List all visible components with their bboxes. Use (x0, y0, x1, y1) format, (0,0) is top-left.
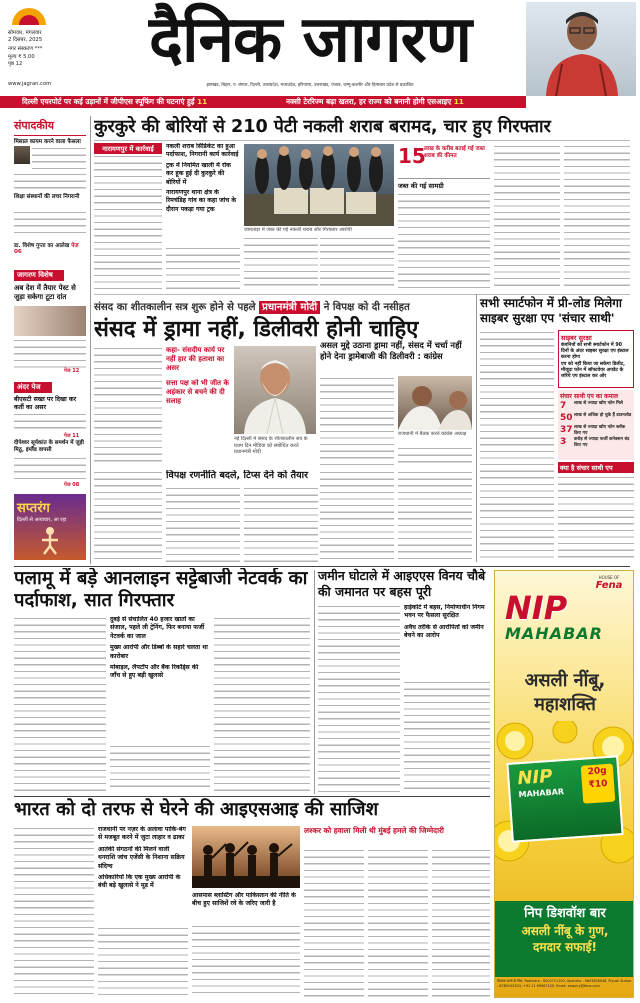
teaser-strip (0, 96, 526, 108)
congress-photo-caption: राजधानी में बैठक करते कांग्रेस अध्यक्ष (398, 431, 467, 437)
dental-paste-photo (14, 306, 86, 336)
seized-liquor-photo (244, 144, 394, 226)
lead1-items-box (398, 178, 490, 230)
edition: नगर संस्करण *** (8, 46, 43, 52)
cyber-headline[interactable]: सभी स्मार्टफोन में प्री-लोड मिलेगा साइबर सुरक्षा एप 'संचार साथी' (480, 296, 622, 325)
ad-slogan-box: निप डिशवॉश बार असली नींबू के गुण, दमदार सफाई! (495, 901, 634, 977)
sanchar-stat-text: लाख से अधिक हो चुके हैं डाउनलोड (574, 413, 632, 418)
isi-subheadline[interactable]: लश्कर को हवाला मिली थी मुंबई हमले की जिम्मेदारी (304, 826, 444, 835)
lead1-headline[interactable]: कुरकुरे की बोरियों से 210 पेटी नकली शराब बरामद, चार हुए गिरफ्तार (94, 117, 551, 137)
parliament-headline[interactable]: संसद में ड्रामा नहीं, डिलीवरी होनी चाहिए (94, 317, 419, 342)
parliament-strap-badge: प्रधानमंत्री मोदी (259, 301, 320, 314)
editorial-byline[interactable]: डा. विशेष गुप्ता का आलेख पेज 06 (14, 243, 79, 255)
yoga-figure-icon (40, 526, 60, 556)
judge-photo (14, 146, 30, 164)
teaser-right[interactable]: नक्सी टेररिज्म बढ़ा खतरा, हर राज्य को बनानी होगी एसआइए 11 (286, 97, 464, 106)
portrait-photo (526, 2, 636, 96)
editions-states: झारखंड, बिहार, प. बंगाल, दिल्ली, उत्तरप्रदेश, मध्यप्रदेश, हरियाणा, उत्तराखंड, पंजाब, जम्मू-कश्मीर और हिमाचल प्रदेश से प्रकाशित (206, 83, 414, 88)
lead1-bullet: नकली शराब सिंडिकेट का हुआ पर्दाफाश, निगरानी कार्य कार्रवाई (166, 143, 239, 159)
cyber-box1-item: कंपनियों को सभी स्मार्टफोन में 90 दिनों के अंदर साइबर सुरक्षा एप इंस्टाल करना होगा (561, 343, 629, 360)
newspaper-title: दैनिक जागरण (148, 3, 472, 77)
house-of-fena: HOUSE OF Fena (595, 575, 623, 591)
jagran-vishesh-page: पेज 12 (64, 368, 80, 374)
masthead (0, 0, 640, 96)
cyber-security-box (558, 330, 634, 388)
sanchar-stat-text: लाख से ज्यादा खोए फोन मिले (574, 401, 623, 406)
betting-headline[interactable]: पलामू में बड़े आनलाइन सट्टेबाजी नेटवर्क का पर्दाफाश, सात गिरफ्तार (14, 568, 308, 611)
cyber-body (480, 330, 554, 560)
sanchar-stat-text: लाख से ज्यादा खोए फोन ब्लॉक किए गए (574, 425, 626, 436)
pm-quote: सत्ता पक्ष को भी जीत के अहंकार से बचने की दी सलाह (166, 379, 229, 405)
isi-bullet: राजधानी पर नज़र के अलावा पाकि-बंग से मजबूत करने में जुटा लाहार व ढाका (98, 826, 186, 842)
parliament-body-1 (94, 346, 162, 466)
sanchar-stat-number: 50 (560, 413, 573, 423)
andar-pej-box (14, 382, 86, 492)
lead1-bullet: नारायणपुर थाना क्षेत्र के रिमचंडिह गांव का कहा जांच के दौरान पकड़ा गया ट्रक (166, 189, 237, 213)
isi-bullet: आसपास ब्लास्टिंग और पाकिस्तान की नीति के बीच हुए साजिशें रवे के जरिए जारी है (192, 892, 296, 908)
nip-logo: NIP MAHABAR (505, 589, 603, 643)
pm-photo-caption: नई दिल्ली में संसद के शीतकालीन सत्र के प्रथम दिन मीडिया को संबोधित करते प्रधानमंत्री मोदी (234, 436, 308, 455)
saptrang-sub: दिल्ली से अत्याचार, आ रहा (17, 517, 67, 523)
betting-bullets (110, 616, 210, 742)
saptrang-label: सप्तरंग (17, 501, 50, 516)
lead1-bullet: ट्रक में नियमित खाली में रोक कर हूक हुई दी कुरकुरे की बोरियों में (166, 161, 231, 186)
pm-quote: कहा- संसदीय कार्य पर नहीं हार की हताशा का असर (166, 346, 225, 372)
pack-price-badge: 20g ₹10 (581, 764, 616, 804)
lead1-stat-number: 15 (398, 144, 426, 168)
lead1-body-1 (94, 154, 162, 290)
editorial-box (14, 118, 86, 268)
betting-bullet: दुबई से संचालित 40 हजार खातों का संजाल, पहले ली ट्रेनिंग, फिर बनाया फर्जी नेटवर्क का जाल (110, 616, 205, 640)
editorial-label: संपादकीय (14, 118, 86, 136)
editorial-item-2[interactable]: शिक्षा संस्थानों की लचर निगरानी (14, 194, 80, 200)
lead1-stat-text: लाख के करीब बताई गई जब्त शराब की कीमत (424, 146, 485, 159)
isi-bullet: आतंकी संगठनों की मिलने वाली धनराशि जांच एजेंसी के निशाना सक्रिय संदिग्ध (98, 845, 185, 870)
pm-modi-photo (234, 346, 316, 434)
pm-quotes (166, 346, 232, 466)
betting-bullet: मोबाइल, लैपटॉप और बैंक रिकॉर्ड्स की जाँच से हुए बड़ी खुलासे (110, 664, 199, 680)
sanchar-stat-row (560, 401, 632, 412)
nip-mahabar-ad[interactable] (494, 570, 634, 998)
jagran-vishesh-headline[interactable]: अब देश में तैयार पेस्ट से जुड़ा सकेगा टूटा दांत (14, 284, 76, 301)
congress-headline[interactable]: असल मुद्दे उठाना ड्रामा नहीं, संसद में चर्चा नहीं होने देना ड्रामेबाजी की डिलीवरी : कांग्रेस (320, 340, 462, 361)
parliament-strap-text: संसद का शीतकालीन सत्र शुरू होने से पहले (94, 302, 256, 313)
saptrang-box[interactable] (14, 494, 86, 560)
issue-date: सोमवार, मंगलवार 2 दिसंबर, 2025 (8, 30, 43, 43)
lead1-photo-caption: जामताड़ा में जब्त की गई नकली शराब और गिरफ्तार आरोपी (244, 227, 352, 233)
ias-bullet: अवैध तरीके से आरोपितों को जमीन बेचने का आरोप (404, 623, 484, 640)
sanchar-stat-row (560, 425, 632, 436)
cyber-box1-item: एप को नहीं किया जा सकेगा डिलीट, मौजूदा फोन में सॉफ्टवेयर अपडेट के जरिये एप इंस्टाल कर ओर (561, 362, 625, 379)
opposition-subheadline[interactable]: विपक्ष रणनीति बदले, टिप्स देने को तैयार (166, 470, 309, 481)
parliament-strap (94, 300, 478, 316)
jagran-logo-icon (10, 6, 48, 26)
lead1-place-label: नारायणपुर में कार्रवाई (94, 143, 162, 154)
isi-headline[interactable]: भारत को दो तरफ से घेरने की आइएसआइ की साजिश (14, 799, 379, 820)
price: मूल्य ₹ 5.00 (8, 54, 35, 60)
cyber-box2-title: संचार साथी एप का कमाल (560, 393, 618, 400)
andar-pej-item-1[interactable]: बीएसटी सख्त पर दिखा कर कर्ती का असर (14, 396, 77, 411)
lead1-bullets (166, 143, 240, 243)
teaser-left[interactable]: दिल्ली एयरपोर्ट पर कई उड़ानों में जीपीएस स्पूफिंग की घटनाएं हुईं 11 (22, 97, 208, 106)
cyber-box3-title: क्या है संचार साथी एप (558, 462, 634, 473)
andar-pej-page-2: पेज 08 (64, 482, 80, 488)
terror-silhouette-photo (192, 826, 300, 888)
ias-bullet: हाईकोर्ट में बहस, निर्माणाधीन निगम भवन पर फैसला सुरक्षित (404, 604, 485, 620)
jagran-vishesh-label: जागरण विशेष (14, 270, 64, 281)
nip-product-pack: NIP MAHABAR 20g ₹10 (506, 755, 623, 843)
sanchar-stat-number: 37 (560, 425, 573, 435)
cyber-box1-title: साइबर सुरक्षा (561, 334, 592, 342)
isi-bullets (98, 826, 188, 924)
betting-bullet: मुख्य आरोपी और डिब्बों के सहारे चलता था कारोबार (110, 644, 208, 660)
editorial-item-1[interactable]: मिसाल कायम करने वाला फैसला (14, 139, 81, 145)
cyber-what-is-box (558, 462, 634, 560)
lead1-items-title: जब्त की गई सामग्री (398, 182, 444, 190)
parliament-strap-end: ने विपक्ष को दी नसीहत (323, 302, 410, 313)
sanchar-stat-number: 3 (560, 437, 567, 448)
andar-pej-label: अंदर पेज (14, 382, 52, 393)
ias-bullets (404, 604, 490, 678)
congress-meeting-photo (398, 376, 472, 430)
ias-headline[interactable]: जमीन घोटाले में आइएएस विनय चौबे की जमानत पर बहस पूरी (318, 568, 486, 599)
sanchar-stat-row (560, 437, 632, 448)
sanchar-saathi-stats (558, 390, 634, 460)
andar-pej-page-1: पेज 11 (64, 433, 80, 439)
isi-bullets-2 (192, 892, 300, 922)
sanchar-stat-text: करोड़ से ज्यादा फर्जी कनेक्शन बंद किए गए (574, 437, 630, 448)
andar-pej-item-2[interactable]: दीपेश्वर सूर्यकांत के समर्थन में जुड़ी मिठु, इंग्लैंड वापसी (14, 440, 84, 453)
sanchar-stat-number: 7 (560, 401, 567, 411)
jagran-vishesh-box (14, 270, 86, 378)
sanchar-stat-row (560, 413, 632, 424)
website-link[interactable]: www.jagran.com (8, 81, 52, 87)
isi-bullet: अधिकारियों कि एक मुख्य आरोपी के बंधी बड़े खुलासे ने मूड में (98, 874, 181, 890)
ad-tagline: असली नींबू, महाशक्ति (524, 670, 606, 715)
ad-contact: वितरक बनने के लिए: Rabindra - 8002711100, Upendra - 9693626046, Piyush Kumar - 8789102303, +91 11 69067100, Email: enquiry@fena.com (497, 979, 632, 988)
page-count: पृष्ठ 12 (8, 61, 23, 67)
